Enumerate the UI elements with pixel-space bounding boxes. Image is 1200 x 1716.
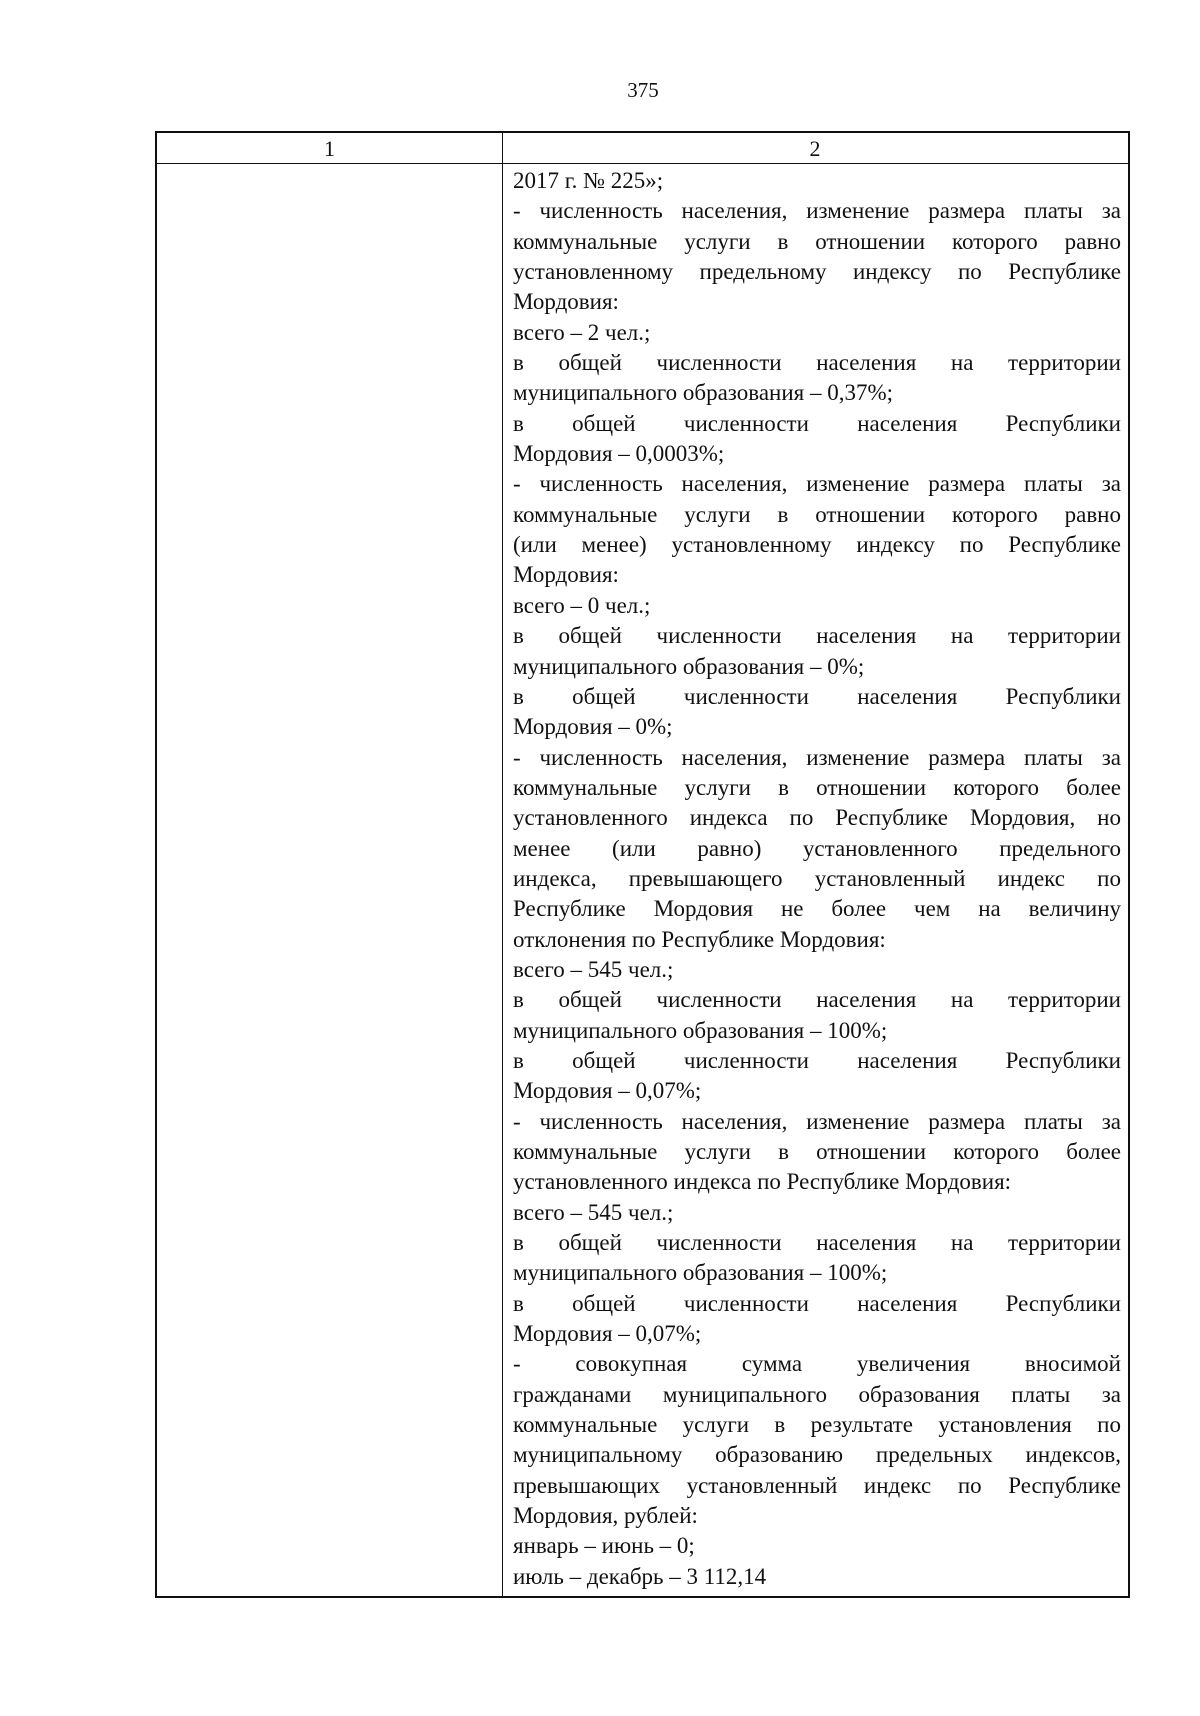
- text-line: муниципального образования – 0,37%;: [513, 380, 894, 406]
- text-line: гражданами муниципального образования платы за: [513, 1381, 1121, 1407]
- text-line: - численность населения, изменение размера платы за: [513, 1108, 1121, 1134]
- text-line: всего – 2 чел.;: [513, 319, 651, 345]
- text-line: установленного индекса по Республике Мордовия, но: [513, 805, 1121, 831]
- text-line: (или менее) установленному индексу по Республике: [513, 532, 1121, 558]
- document-table: [155, 131, 1130, 1598]
- text-line: муниципального образования – 0%;: [513, 653, 865, 679]
- text-line: июль – декабрь – 3 112,14: [513, 1563, 767, 1589]
- text-line: установленного индекса по Республике Мордовия:: [513, 1169, 1012, 1195]
- page-number: 375: [627, 78, 659, 102]
- text-line: - численность населения, изменение размера платы за: [513, 471, 1121, 497]
- text-line: январь – июнь – 0;: [513, 1533, 695, 1559]
- text-line: в общей численности населения на территории: [513, 987, 1121, 1013]
- text-line: Мордовия, рублей:: [513, 1503, 698, 1529]
- table-header-row: [157, 133, 1128, 164]
- text-line: в общей численности населения Республики: [513, 683, 1121, 709]
- text-line: Мордовия – 0,07%;: [513, 1078, 702, 1104]
- text-line: всего – 0 чел.;: [513, 592, 651, 618]
- column-2-content: [513, 166, 1121, 1592]
- text-line: Мордовия – 0%;: [513, 714, 673, 740]
- text-line: в общей численности населения на территории: [513, 623, 1121, 649]
- text-line: коммунальные услуги в отношении которого более: [513, 1139, 1121, 1164]
- text-line: коммунальные услуги в отношении которого более: [513, 774, 1121, 800]
- text-line: в общей численности населения Республики: [513, 1290, 1121, 1316]
- text-line: муниципального образования – 100%;: [513, 1017, 888, 1043]
- text-line: Республике Мордовия не более чем на величину: [513, 896, 1121, 922]
- text-line: Мордовия – 0,07%;: [513, 1321, 702, 1347]
- text-line: в общей численности населения Республики: [513, 1047, 1121, 1073]
- text-line: менее (или равно) установленного предельного: [513, 835, 1121, 861]
- text-line: коммунальные услуги в результате установления по: [513, 1412, 1121, 1438]
- header-cell-column-1: 1: [324, 136, 335, 161]
- text-line: превышающих установленный индекс по Республике: [513, 1472, 1121, 1498]
- text-line: Мордовия:: [513, 562, 619, 588]
- text-line: - численность населения, изменение размера платы за: [513, 198, 1121, 224]
- text-line: коммунальные услуги в отношении которого равно: [513, 228, 1121, 254]
- text-line: - численность населения, изменение размера платы за: [513, 744, 1121, 770]
- text-line: муниципального образования – 100%;: [513, 1260, 888, 1286]
- header-cell-column-2: 2: [809, 136, 821, 161]
- text-line: в общей численности населения на территории: [513, 1230, 1121, 1256]
- text-line: в общей численности населения Республики: [513, 410, 1121, 436]
- text-line: отклонения по Республике Мордовия:: [513, 926, 886, 952]
- text-line: - совокупная сумма увеличения вносимой: [513, 1351, 1121, 1377]
- text-line: коммунальные услуги в отношении которого равно: [513, 501, 1121, 527]
- text-line: установленному предельному индексу по Республике: [513, 259, 1121, 285]
- text-line: в общей численности населения на территории: [513, 350, 1121, 376]
- text-line: всего – 545 чел.;: [513, 1199, 674, 1225]
- text-line: всего – 545 чел.;: [513, 956, 674, 982]
- text-line: 2017 г. № 225»;: [513, 168, 664, 193]
- column-divider: [502, 133, 503, 1596]
- text-line: муниципальному образованию предельных индексов,: [513, 1442, 1121, 1468]
- text-line: Мордовия – 0,0003%;: [513, 441, 725, 467]
- text-line: индекса, превышающего установленный индекс по: [513, 865, 1121, 891]
- text-line: Мордовия:: [513, 289, 619, 315]
